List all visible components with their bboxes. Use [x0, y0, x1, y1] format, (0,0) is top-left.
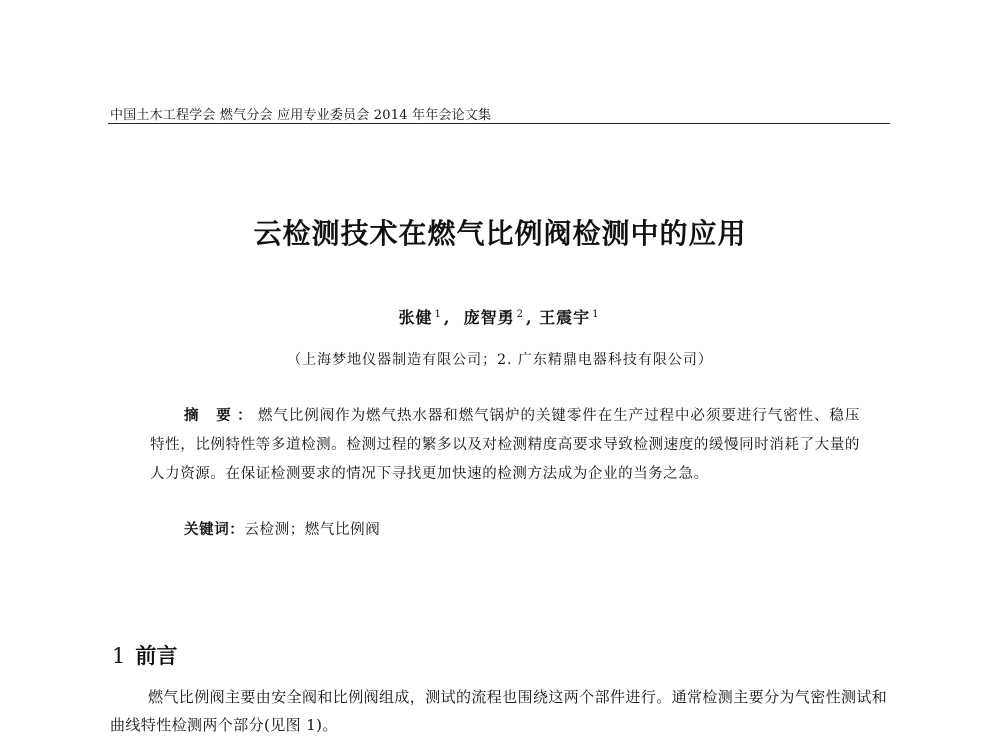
author-name: 王震宇: [539, 308, 591, 327]
abstract-text: 燃气比例阀作为燃气热水器和燃气锅炉的关键零件在生产过程中必须要进行气密性、稳压特性，比例特性等多道检测。检测过程的繁多以及对检测精度高要求导致检测速度的缓慢同时消耗了大量的人力资源。在保证检测要求的情况下寻找更加快速的检测方法成为企业的当务之急。: [150, 408, 860, 482]
author-name: 张健: [398, 308, 433, 327]
author-affil-mark: 1: [434, 308, 442, 320]
abstract-label: 摘 要：: [184, 408, 258, 424]
running-header: 中国土木工程学会 燃气分会 应用专业委员会 2014 年年会论文集: [110, 108, 492, 123]
author-list: 张健 $^1$ , 庞智勇 $^2$ , 王震宇 $^1$: [398, 308, 600, 327]
keywords-text: 云检测；燃气比例阀: [244, 522, 381, 538]
author-affil-mark: 2: [516, 308, 524, 320]
keywords-label: 关键词：: [184, 522, 245, 538]
author-name: 庞智勇: [463, 308, 515, 327]
body-paragraph: 燃气比例阀主要由安全阀和比例阀组成，测试的流程也围绕这两个部件进行。通常检测主要分为气密性测试和曲线特性检测两个部分(见图 1)。: [110, 688, 888, 734]
paper-title: 云检测技术在燃气比例阀检测中的应用: [253, 217, 747, 250]
abstract: [150, 402, 860, 489]
section-number: 1: [112, 644, 126, 668]
section-title: 前言: [135, 644, 178, 668]
keywords: [184, 518, 380, 539]
affiliations: （上海梦地仪器制造有限公司；2. 广东精鼎电器科技有限公司）: [287, 352, 713, 368]
author-affil-mark: 1: [592, 308, 600, 320]
section-heading: [112, 640, 177, 670]
header-rule: [108, 123, 890, 124]
